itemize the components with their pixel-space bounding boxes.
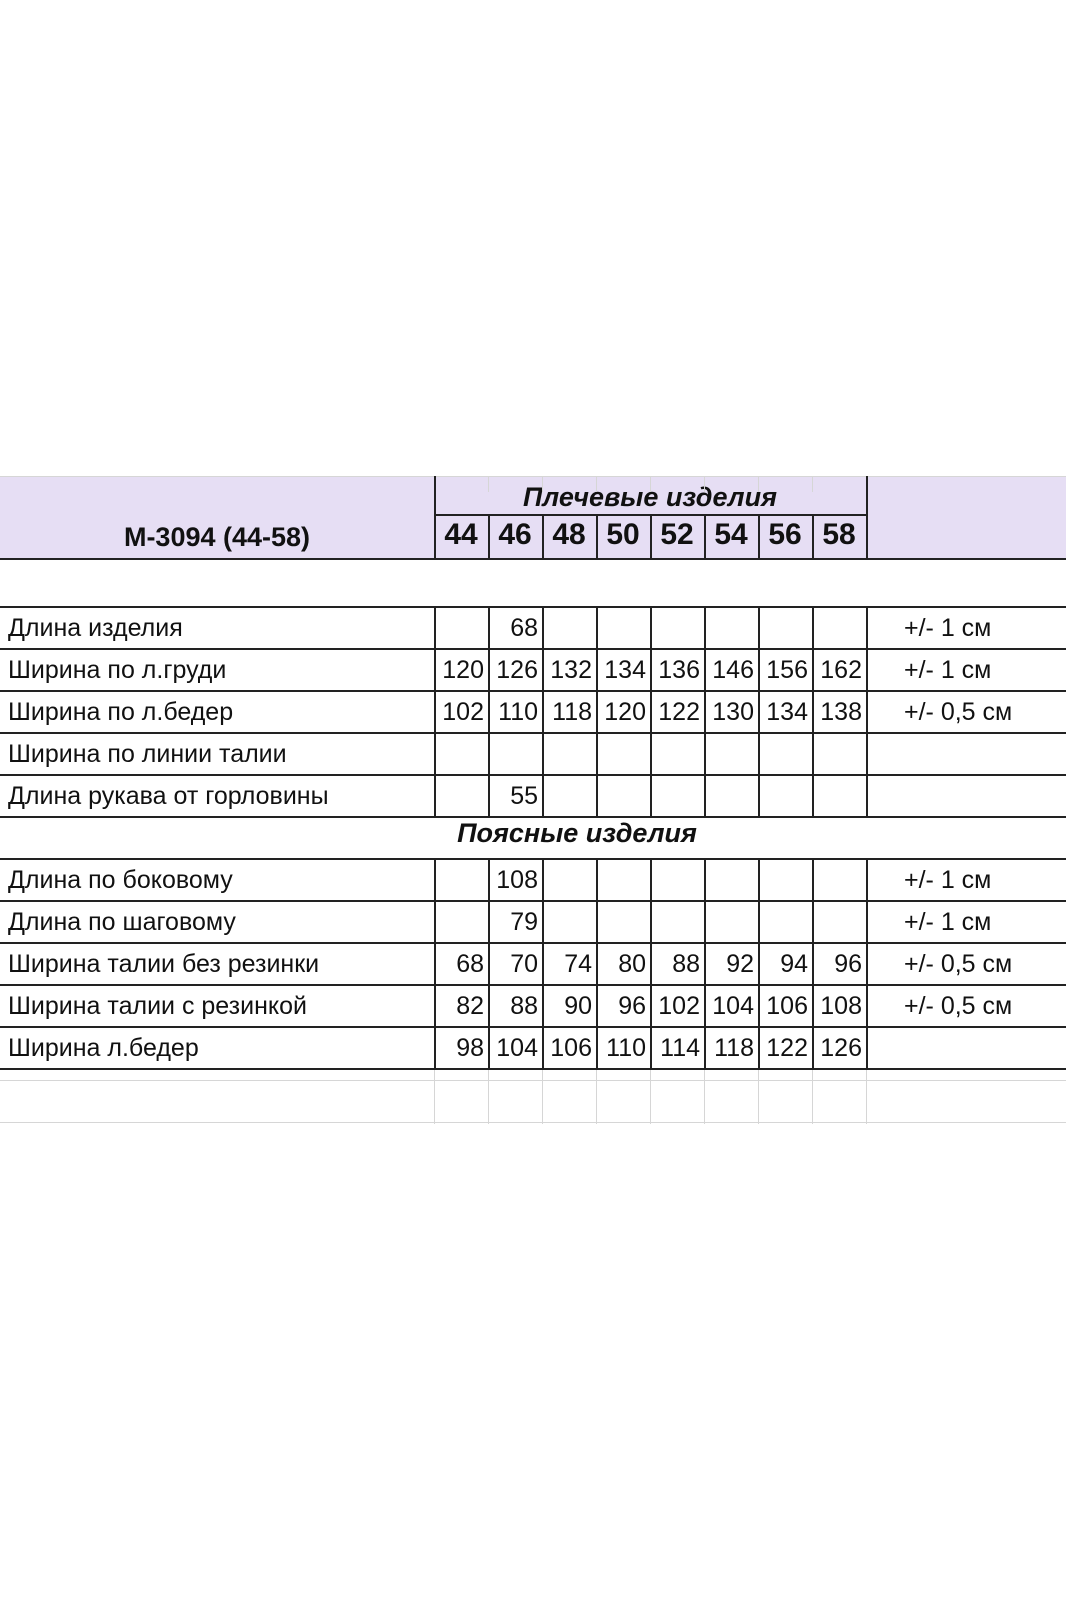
bottom-value-cell: 104: [712, 992, 754, 1020]
bottom-value-cell: 98: [456, 1034, 484, 1062]
top-value-cell: 120: [604, 698, 646, 726]
model-title: М-3094 (44-58): [123, 522, 311, 552]
bottom-value-cell: 118: [714, 1034, 754, 1062]
border-line: [650, 606, 652, 816]
bottom-value-cell: 79: [510, 908, 538, 936]
border-line: [650, 858, 652, 1068]
gridline: [650, 476, 651, 492]
border-line: [542, 514, 544, 558]
border-line: [542, 606, 544, 816]
bottom-tolerance: +/- 0,5 см: [904, 950, 1013, 978]
top-value-cell: 118: [552, 698, 592, 726]
border-line: [0, 1068, 1066, 1070]
top-value-cell: 156: [766, 656, 808, 684]
bottom-value-cell: 110: [606, 1034, 646, 1062]
bottom-value-cell: 122: [766, 1034, 808, 1062]
gridline: [758, 476, 759, 492]
top-row-label: Ширина по л.бедер: [8, 698, 234, 726]
top-value-cell: 68: [510, 614, 538, 642]
border-line: [866, 858, 868, 1068]
border-line: [596, 858, 598, 1068]
top-value-cell: 120: [442, 656, 484, 684]
border-line: [0, 732, 1066, 734]
top-tolerance: +/- 1 см: [904, 656, 992, 684]
bottom-row-label: Длина по шаговому: [8, 908, 236, 936]
border-line: [434, 858, 436, 1068]
bottom-value-cell: 108: [820, 992, 862, 1020]
bottom-value-cell: 80: [618, 950, 646, 978]
bottom-row-label: Ширина л.бедер: [8, 1034, 199, 1062]
top-value-cell: 110: [498, 698, 538, 726]
top-value-cell: 162: [820, 656, 862, 684]
bottom-value-cell: 96: [834, 950, 862, 978]
bottom-tolerance: +/- 1 см: [904, 866, 992, 894]
border-line: [596, 514, 598, 558]
border-line: [434, 476, 436, 558]
bottom-value-cell: 106: [550, 1034, 592, 1062]
gridline: [812, 476, 813, 492]
bottom-tolerance: +/- 0,5 см: [904, 992, 1013, 1020]
size-header-54: 54: [714, 518, 748, 551]
gridline: [596, 476, 597, 492]
size-header-58: 58: [822, 518, 856, 551]
top-value-cell: 102: [442, 698, 484, 726]
border-line: [758, 858, 760, 1068]
border-line: [0, 1026, 1066, 1028]
gridline: [758, 1068, 759, 1124]
top-value-cell: 55: [510, 782, 538, 810]
gridline: [488, 476, 489, 492]
top-value-cell: 136: [658, 656, 700, 684]
border-line: [704, 606, 706, 816]
gridline: [866, 1068, 867, 1124]
size-header-44: 44: [444, 518, 478, 551]
border-line: [0, 606, 1066, 608]
gridline: [596, 1068, 597, 1124]
gridline: [650, 1068, 651, 1124]
border-line: [704, 514, 706, 558]
border-line: [542, 858, 544, 1068]
bottom-value-cell: 82: [456, 992, 484, 1020]
top-value-cell: 126: [496, 656, 538, 684]
top-value-cell: 130: [712, 698, 754, 726]
border-line: [0, 984, 1066, 986]
top-row-label: Длина рукава от горловины: [8, 782, 329, 810]
gridline: [488, 1068, 489, 1124]
border-line: [866, 606, 868, 816]
section-title-top: Плечевые изделия: [523, 482, 777, 512]
bottom-row-label: Ширина талии с резинкой: [8, 992, 307, 1020]
border-line: [0, 690, 1066, 692]
bottom-tolerance: +/- 1 см: [904, 908, 992, 936]
top-value-cell: 138: [820, 698, 862, 726]
top-value-cell: 146: [712, 656, 754, 684]
border-line: [0, 942, 1066, 944]
top-value-cell: 132: [550, 656, 592, 684]
gridline: [542, 476, 543, 492]
top-row-label: Длина изделия: [8, 614, 183, 642]
border-line: [812, 514, 814, 558]
bottom-value-cell: 90: [564, 992, 592, 1020]
border-line: [812, 606, 814, 816]
size-header-46: 46: [498, 518, 532, 551]
border-line: [0, 558, 1066, 560]
border-line: [488, 606, 490, 816]
border-line: [812, 858, 814, 1068]
bottom-value-cell: 126: [820, 1034, 862, 1062]
border-line: [0, 900, 1066, 902]
bottom-value-cell: 92: [726, 950, 754, 978]
bottom-value-cell: 88: [672, 950, 700, 978]
bottom-value-cell: 106: [766, 992, 808, 1020]
top-tolerance: +/- 1 см: [904, 614, 992, 642]
border-line: [0, 648, 1066, 650]
border-line: [596, 606, 598, 816]
gridline: [812, 1068, 813, 1124]
size-chart-table: [0, 476, 1066, 1124]
gridline: [434, 1068, 435, 1124]
bottom-value-cell: 96: [618, 992, 646, 1020]
gridline: [0, 1122, 1066, 1123]
bottom-value-cell: 68: [456, 950, 484, 978]
top-row-label: Ширина по линии талии: [8, 740, 287, 768]
bottom-value-cell: 114: [660, 1034, 700, 1062]
gridline: [542, 1068, 543, 1124]
size-header-50: 50: [606, 518, 640, 551]
bottom-value-cell: 74: [564, 950, 592, 978]
top-value-cell: 122: [658, 698, 700, 726]
size-header-48: 48: [552, 518, 586, 551]
gridline: [0, 1080, 1066, 1081]
gridline: [704, 1068, 705, 1124]
section-title-bottom: Поясные изделия: [457, 818, 697, 848]
border-line: [488, 858, 490, 1068]
size-header-56: 56: [768, 518, 802, 551]
bottom-value-cell: 88: [510, 992, 538, 1020]
border-line: [0, 774, 1066, 776]
top-value-cell: 134: [604, 656, 646, 684]
top-row-label: Ширина по л.груди: [8, 656, 227, 684]
border-line: [488, 514, 490, 558]
border-line: [650, 514, 652, 558]
border-line: [704, 858, 706, 1068]
bottom-value-cell: 102: [658, 992, 700, 1020]
top-tolerance: +/- 0,5 см: [904, 698, 1013, 726]
bottom-row-label: Длина по боковому: [8, 866, 233, 894]
gridline: [0, 476, 1066, 477]
bottom-row-label: Ширина талии без резинки: [8, 950, 320, 978]
bottom-value-cell: 70: [510, 950, 538, 978]
border-line: [758, 606, 760, 816]
bottom-value-cell: 108: [496, 866, 538, 894]
size-header-52: 52: [660, 518, 694, 551]
border-line: [758, 514, 760, 558]
bottom-value-cell: 104: [496, 1034, 538, 1062]
border-line: [0, 816, 1066, 818]
gridline: [704, 476, 705, 492]
border-line: [0, 858, 1066, 860]
top-value-cell: 134: [766, 698, 808, 726]
border-line: [434, 606, 436, 816]
bottom-value-cell: 94: [780, 950, 808, 978]
border-line: [866, 476, 868, 558]
